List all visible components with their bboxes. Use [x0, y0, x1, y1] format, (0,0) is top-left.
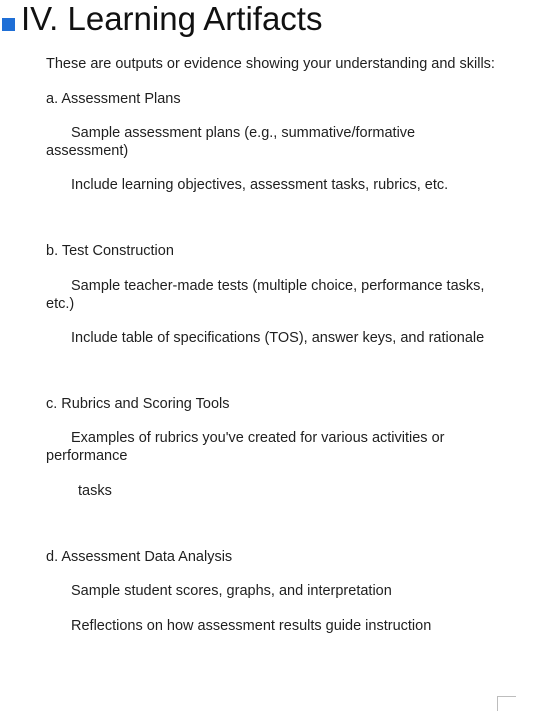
section-title-test-construction: b. Test Construction — [46, 243, 174, 259]
section-title-assessment-plans: a. Assessment Plans — [46, 91, 181, 107]
list-item: Include table of specifications (TOS), answer keys, and rationale — [71, 330, 485, 346]
list-item: Examples of rubrics you've created for various activities or performance — [46, 430, 445, 464]
section-title-data-analysis: d. Assessment Data Analysis — [46, 549, 233, 565]
page-corner-icon — [497, 696, 516, 711]
list-item: Include learning objectives, assessment tasks, rubrics, etc. — [71, 177, 449, 193]
list-item: Sample student scores, graphs, and interpretation — [71, 583, 392, 599]
page-title: IV. Learning Artifacts — [21, 0, 323, 37]
section-title-rubrics: c. Rubrics and Scoring Tools — [46, 396, 230, 412]
page-heading — [0, 0, 322, 38]
list-item: Reflections on how assessment results guide instruction — [71, 618, 432, 634]
list-item: Sample assessment plans (e.g., summative/formative assessment) — [46, 125, 416, 159]
intro-text: These are outputs or evidence showing your understanding and skills: — [46, 56, 495, 72]
list-item: Sample teacher-made tests (multiple choice, performance tasks, etc.) — [46, 278, 485, 312]
list-item: tasks — [78, 483, 112, 499]
blue-square-icon — [2, 18, 15, 31]
